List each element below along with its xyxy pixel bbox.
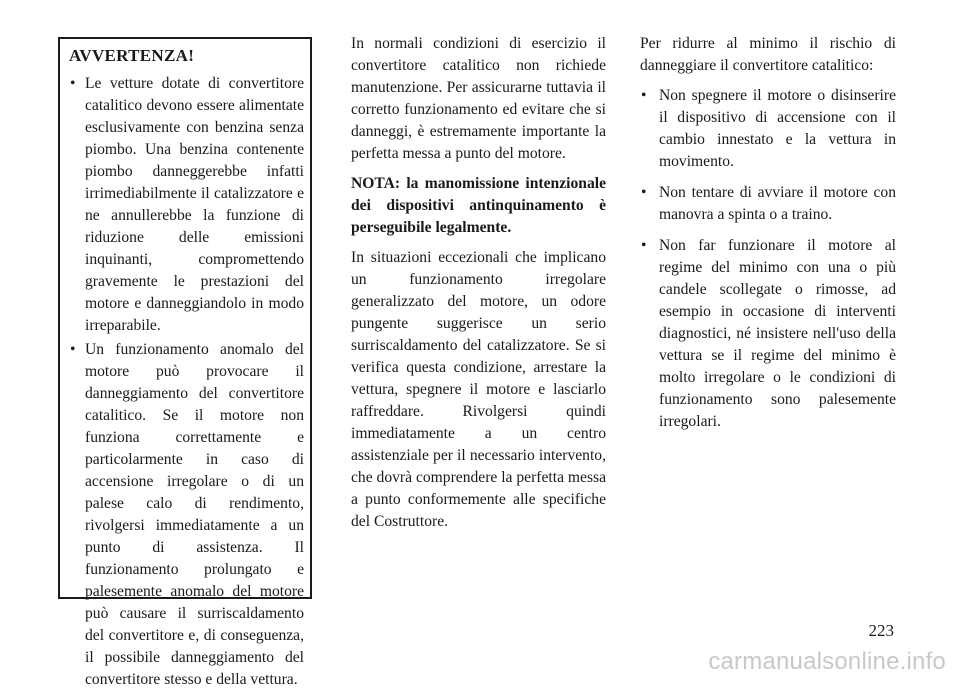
warning-title: AVVERTENZA! — [69, 46, 195, 65]
paragraph-intro: Per ridurre al minimo il rischio di danneggiare il convertitore catalitico: — [640, 35, 896, 74]
right-column — [640, 33, 896, 442]
note-paragraph: NOTA: la manomissione intenzionale dei dispositivi antinquinamento è perseguibile legalmente. — [351, 175, 606, 236]
precaution-item: • Non tentare di avviare il motore con manovra a spinta o a traino. — [640, 182, 896, 226]
precaution-item: • Non far funzionare il motore al regime del minimo con una o più candele scollegate o rimosse, ad esempio in occasione di interventi diagnostici, né insistere nell'uso della vettura se il regime del minimo è molto irregolare o le condizioni di funzionamento sono palesemente irregolari. — [640, 235, 896, 433]
page-number: 223 — [868, 621, 894, 640]
paragraph-maintenance: In normali condizioni di esercizio il convertitore catalitico non richiede manutenzione. Per assicurarne tuttavia il corretto funzionamento ed evitare che si danneggi, è estremamente importante la perfetta messa a punto del motore. — [351, 35, 606, 162]
watermark: carmanualsonline.info — [708, 648, 946, 675]
warning-list — [69, 73, 304, 691]
paragraph-overheating: In situazioni eccezionali che implicano un funzionamento irregolare generalizzato del motore, un odore pungente suggerisce un serio surriscaldamento del catalizzatore. Se si verifica questa condizione, arrestare la vettura, spegnere il motore e lasciarlo raffreddare. Rivolgersi quindi immediatamente a un centro assistenziale per il necessario intervento, che dovrà comprendere la perfetta messa a punto conformemente alle specifiche del Costruttore. — [351, 249, 606, 530]
warning-item: • Le vetture dotate di convertitore catalitico devono essere alimentate esclusivamente con benzina senza piombo. Una benzina contenente piombo danneggerebbe infatti irrimediabilmente il catalizzatore e ne annullerebbe la funzione di riduzione delle emissioni inquinanti, compromettendo gravemente le prestazioni del motore e danneggiandolo in modo irreparabile. — [69, 73, 304, 337]
precautions-list — [640, 85, 896, 433]
precaution-item: • Non spegnere il motore o disinserire il dispositivo di accensione con il cambio innestato e la vettura in movimento. — [640, 85, 896, 173]
warning-box — [58, 37, 312, 688]
warning-item: • Un funzionamento anomalo del motore può provocare il danneggiamento del convertitore catalitico. Se il motore non funziona correttamente e particolarmente in caso di accensione irregolare o di un palese calo di rendimento, rivolgersi immediatamente a un punto di assistenza. Il funzionamento prolungato e palesemente anomalo del motore può causare il surriscaldamento del convertitore e, di conseguenza, il possibile danneggiamento del convertitore stesso e della vettura. — [69, 339, 304, 691]
middle-column — [351, 33, 606, 541]
